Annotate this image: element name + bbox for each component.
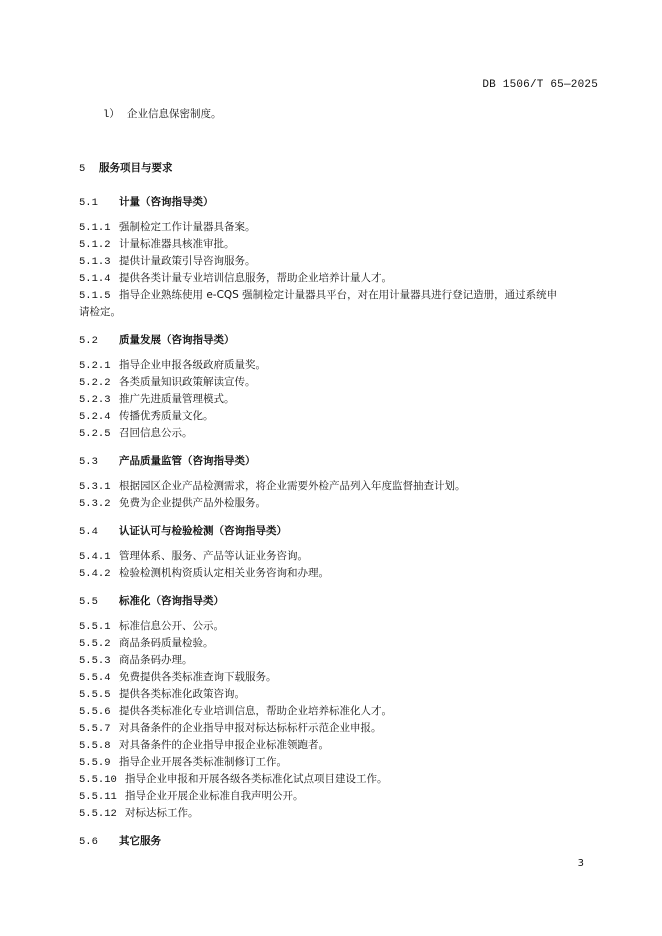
item-text: 提供各类标准化政策咨询。 (119, 688, 245, 700)
subsection-heading (79, 834, 161, 849)
item-number: 5.5.9 (79, 757, 111, 769)
subsection-title: 认证认可与检验检测（咨询指导类） (119, 525, 287, 537)
item-text: 对标达标工作。 (125, 807, 199, 819)
item-number: l） (103, 109, 120, 121)
item-number: 5.5.2 (79, 638, 111, 650)
subsection-title: 计量（咨询指导类） (119, 196, 214, 208)
item-number: 5.5.7 (79, 723, 111, 735)
subsection-title: 质量发展（咨询指导类） (119, 334, 235, 346)
item-text: 指导企业开展企业标准自我声明公开。 (125, 790, 304, 802)
item-text: 强制检定工作计量器具备案。 (119, 221, 256, 233)
item-text: 检验检测机构资质认定相关业务咨询和办理。 (119, 567, 329, 579)
item-number: 5.1.2 (79, 239, 111, 251)
item-text: 提供各类标准化专业培训信息，帮助企业培养标准化人才。 (119, 705, 392, 717)
list-item (79, 687, 245, 702)
subsection-number: 5.2 (79, 335, 98, 347)
item-number: 5.1.5 (79, 290, 111, 302)
item-number: 5.5.10 (79, 774, 117, 786)
list-item (79, 704, 392, 719)
list-item (79, 392, 235, 407)
subsection-number: 5.1 (79, 197, 98, 209)
item-number: 5.5.3 (79, 655, 111, 667)
item-number: 5.3.2 (79, 498, 111, 510)
item-text: 提供各类计量专业培训信息服务，帮助企业培养计量人才。 (119, 272, 392, 284)
list-item (79, 670, 277, 685)
subsection-title: 标准化（咨询指导类） (119, 595, 224, 607)
list-item (79, 254, 256, 269)
item-number: 5.5.4 (79, 672, 111, 684)
item-number: 5.1.3 (79, 256, 111, 268)
item-text: 商品条码质量检验。 (119, 637, 214, 649)
item-text: 传播优秀质量文化。 (119, 410, 214, 422)
list-item (79, 409, 214, 424)
subsection-heading (79, 454, 256, 469)
list-item (79, 375, 256, 390)
item-number: 5.5.8 (79, 740, 111, 752)
item-text: 指导企业申报各级政府质量奖。 (119, 359, 266, 371)
subsection-number: 5.6 (79, 836, 98, 848)
list-item (79, 288, 557, 303)
item-text: 指导企业熟练使用 e-CQS 强制检定计量器具平台，对在用计量器具进行登记造册，通过系统申 (119, 289, 558, 301)
item-number: 5.4.1 (79, 551, 111, 563)
subsection-heading (79, 195, 214, 210)
item-text: 指导企业申报和开展各级各类标准化试点项目建设工作。 (125, 773, 388, 785)
subsection-heading (79, 333, 235, 348)
item-text: 对具备条件的企业指导申报对标达标标杆示范企业申报。 (119, 722, 382, 734)
item-number: 5.2.3 (79, 394, 111, 406)
list-item (79, 738, 329, 753)
subsection-number: 5.4 (79, 526, 98, 538)
subsection-heading (79, 594, 224, 609)
item-text: 商品条码办理。 (119, 654, 193, 666)
item-number: 5.5.1 (79, 621, 111, 633)
subsection-title: 其它服务 (119, 835, 161, 847)
subsection-number: 5.5 (79, 596, 98, 608)
item-number: 5.1.1 (79, 222, 111, 234)
list-item (79, 358, 266, 373)
item-text: 根据园区企业产品检测需求，将企业需要外检产品列入年度监督抽查计划。 (119, 480, 466, 492)
item-number: 5.2.1 (79, 360, 111, 372)
list-item-continuation: 请检定。 (79, 306, 121, 318)
list-item (103, 107, 222, 122)
list-item (79, 619, 224, 634)
item-number: 5.2.2 (79, 377, 111, 389)
list-item (79, 636, 214, 651)
item-number: 5.2.5 (79, 428, 111, 440)
section-heading (79, 161, 173, 176)
list-item (79, 755, 287, 770)
item-number: 5.4.2 (79, 568, 111, 580)
list-item (79, 653, 193, 668)
item-number: 5.5.11 (79, 791, 117, 803)
item-text: 指导企业开展各类标准制修订工作。 (119, 756, 287, 768)
item-number: 5.5.5 (79, 689, 111, 701)
list-item (79, 772, 388, 787)
list-item (79, 426, 193, 441)
document-header-code: DB 1506/T 65—2025 (482, 79, 598, 91)
list-item (79, 479, 466, 494)
list-item (79, 806, 199, 821)
list-item (79, 496, 266, 511)
item-number: 5.3.1 (79, 481, 111, 493)
page-number: 3 (577, 858, 584, 869)
item-text: 提供计量政策引导咨询服务。 (119, 255, 256, 267)
item-number: 5.5.6 (79, 706, 111, 718)
item-text: 各类质量知识政策解读宣传。 (119, 376, 256, 388)
item-text: 标准信息公开、公示。 (119, 620, 224, 632)
item-number: 5.2.4 (79, 411, 111, 423)
subsection-number: 5.3 (79, 456, 98, 468)
list-item (79, 237, 235, 252)
item-number: 5.1.4 (79, 273, 111, 285)
item-text: 推广先进质量管理模式。 (119, 393, 235, 405)
list-item (79, 549, 308, 564)
item-text: 对具备条件的企业指导申报企业标准领跑者。 (119, 739, 329, 751)
subsection-title: 产品质量监管（咨询指导类） (119, 455, 256, 467)
subsection-heading (79, 524, 287, 539)
list-item (79, 721, 382, 736)
item-number: 5.5.12 (79, 808, 117, 820)
item-text: 企业信息保密制度。 (127, 108, 222, 120)
section-title: 服务项目与要求 (99, 162, 173, 174)
list-item (79, 789, 304, 804)
item-text: 管理体系、服务、产品等认证业务咨询。 (119, 550, 308, 562)
item-text: 免费为企业提供产品外检服务。 (119, 497, 266, 509)
item-text: 免费提供各类标准查询下载服务。 (119, 671, 277, 683)
item-text: 计量标准器具核准审批。 (119, 238, 235, 250)
list-item (79, 220, 256, 235)
item-text: 召回信息公示。 (119, 427, 193, 439)
section-number: 5 (79, 163, 86, 175)
list-item (79, 271, 392, 286)
list-item (79, 566, 329, 581)
